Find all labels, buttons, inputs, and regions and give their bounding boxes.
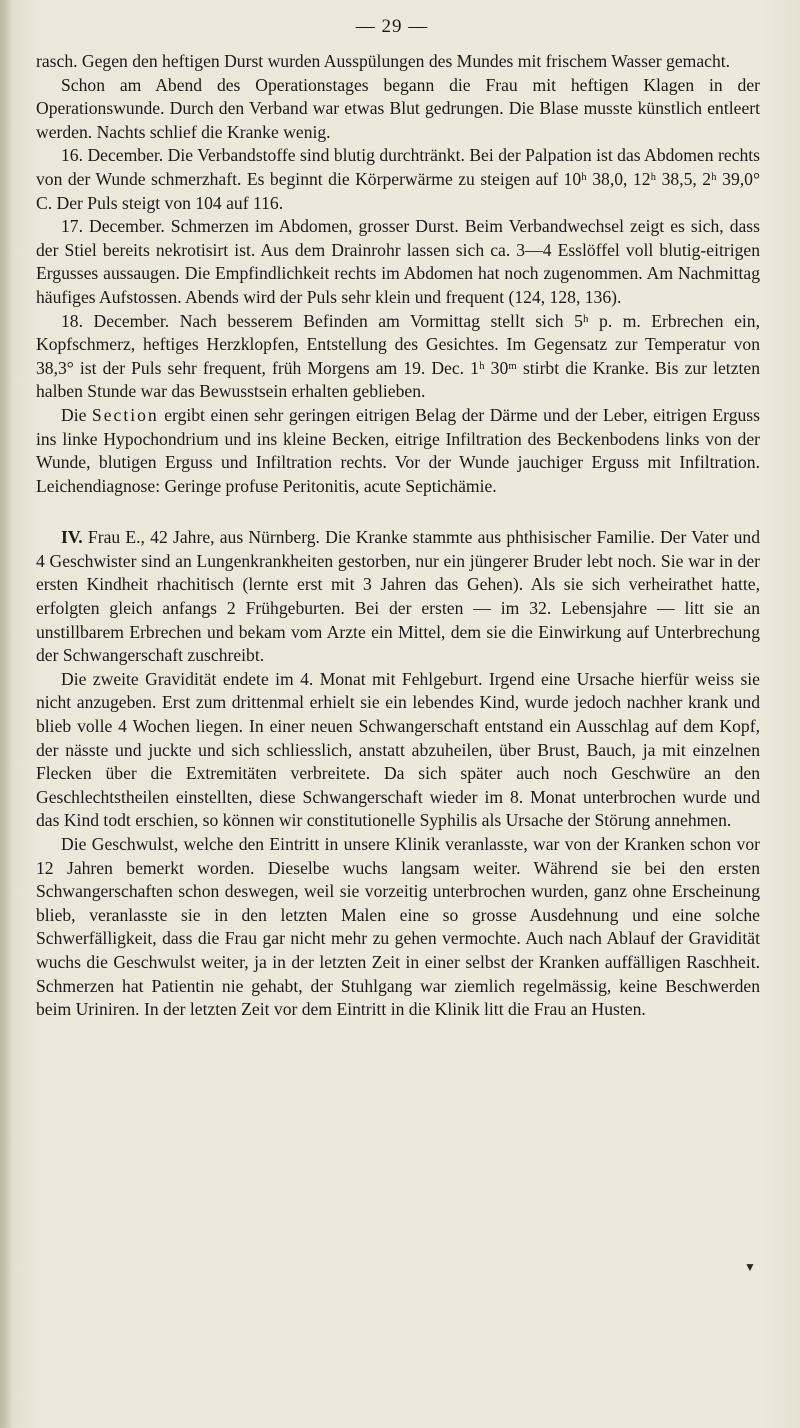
paragraph: Die Geschwulst, welche den Eintritt in unsere Klinik veranlasste, war von der Kranken schon vor 12 Jahren bemerkt worden. Dieselbe wuchs langsam weiter. Während sie bei den ersten Schwangerschaften schon deswegen, weil sie vorzeitig unterbrochen wurden, ganz ohne Erscheinung blieb, veranlasste sie in den letzten Malen eine so grosse Ausdehnung und eine solche Schwerfälligkeit, dass die Frau gar nicht mehr zu gehen vermochte. Auch nach Ablauf der Gravidität wuchs die Geschwulst weiter, ja in der letzten Zeit in einer selbst der Kranken auffälligen Raschheit. Schmerzen hat Patientin nie gehabt, der Stuhlgang war ziemlich regelmässig, keine Beschwerden beim Uriniren. In der letzten Zeit vor dem Eintritt in die Klinik litt die Frau an Husten. xyxy=(36,834,760,1020)
page-number: — 29 — xyxy=(355,16,429,37)
body-text xyxy=(36,50,760,1022)
binding-shadow xyxy=(0,0,12,1428)
paragraph-section-findings xyxy=(36,404,760,498)
paragraph: 17. December. Schmerzen im Abdomen, grosser Durst. Beim Verbandwechsel zeigt es sich, dass der Stiel bereits nekrotisirt ist. Aus dem Drainrohr lassen sich ca. 3—4 Esslöffel voll blutig-eitrigen Ergusses aussaugen. Die Empfindlichkeit rechts im Abdomen hat noch zugenommen. Am Nachmittag häufiges Aufstossen. Abends wird der Puls sehr klein und frequent (124, 128, 136). xyxy=(36,216,760,307)
case-intro-paragraph xyxy=(36,526,760,668)
section-intro: Die xyxy=(61,404,87,425)
paragraph: 18. December. Nach besserem Befinden am Vormittag stellt sich 5ʰ p. m. Erbrechen ein, Kopfschmerz, heftiges Herzklopfen, Entstellung des Gesichtes. Im Gegensatz zur Temperatur von 38,3° ist der Puls sehr frequent, früh Morgens am 19. Dec. 1ʰ 30ᵐ stirbt die Kranke. Bis zur letzten halben Stunde war das Bewusstsein erhalten geblieben. xyxy=(36,310,760,402)
section-text: ergibt einen sehr geringen eitrigen Belag der Därme und der Leber, eitrigen Erguss ins linke Hypochondrium und ins kleine Becken, eitrige Infiltration des Beckenbodens links von der Wunde, blutigen Erguss und Infiltration rechts. Vor der Wunde jauchiger Erguss mit Infiltration. Leichendiagnose: Geringe profuse Peritonitis, acute Septichämie. xyxy=(36,404,760,496)
paragraph: Die zweite Gravidität endete im 4. Monat mit Fehlgeburt. Irgend eine Ursache hierfür weiss sie nicht anzugeben. Erst zum drittenmal erhielt sie ein lebendes Kind, wurde jedoch nachher krank und blieb volle 4 Wochen liegen. In einer neuen Schwangerschaft entstand ein Ausschlag auf dem Kopf, der nässte und juckte und sich schliesslich, anstatt abzuheilen, über Brust, Bauch, ja mit einzelnen Flecken über die Extremitäten verbreitete. Da sich später auch noch Geschwüre an den Geschlechtstheilen einstellten, diese Schwangerschaft wieder im 8. Monat unterbrochen wurde und das Kind todt erschien, so können wir constitutionelle Syphilis als Ursache der Störung annehmen. xyxy=(36,668,760,831)
paragraph: 16. December. Die Verbandstoffe sind blutig durchtränkt. Bei der Palpation ist das Abdomen rechts von der Wunde schmerzhaft. Es beginnt die Körperwärme zu steigen auf 10ʰ 38,0, 12ʰ 38,5, 2ʰ 39,0° C. Der Puls steigt von 104 auf 116. xyxy=(36,145,760,213)
paragraph: Schon am Abend des Operationstages begann die Frau mit heftigen Klagen in der Operationswunde. Durch den Verband war etwas Blut gedrungen. Die Blase musste künstlich entleert werden. Nachts schlief die Kranke wenig. xyxy=(36,74,760,142)
case-intro-text: Frau E., 42 Jahre, aus Nürnberg. Die Kranke stammte aus phthisischer Familie. Der Vater und 4 Geschwister sind an Lungenkrankheiten gestorben, nur ein jüngerer Bruder lebt noch. Sie war in der ersten Kindheit rhachitisch (lernte erst mit 3 Jahren das Gehen). Als sie sich verheirathet hatte, erfolgten gleich anfangs 2 Frühgeburten. Bei der ersten — im 32. Lebensjahre — litt sie an unstillbarem Erbrechen und bekam vom Arzte ein Mittel, dem sie die Einwirkung auf Unterbrechung der Schwangerschaft zuschreibt. xyxy=(36,527,760,666)
section-label: Section xyxy=(91,404,159,425)
section-gap xyxy=(36,498,760,526)
end-mark-icon: ▼ xyxy=(744,1260,756,1274)
paragraph: rasch. Gegen den heftigen Durst wurden Ausspülungen des Mundes mit frischem Wasser gemacht. xyxy=(36,51,731,71)
case-numeral: IV. xyxy=(61,527,83,548)
